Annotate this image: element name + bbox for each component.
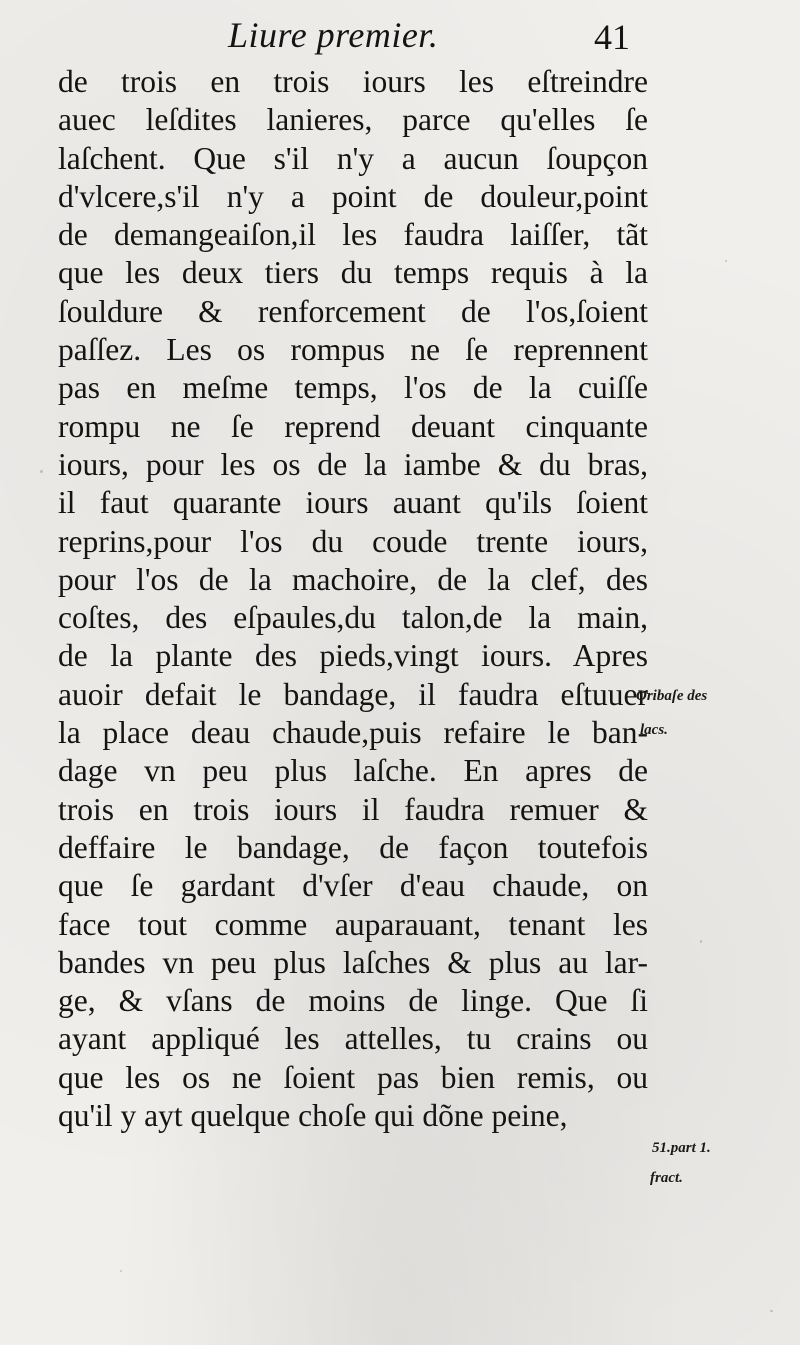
text-line: iours, pour les os de la iambe & du bras, [58, 446, 648, 482]
text-line: que les deux tiers du temps requis à la [58, 255, 648, 291]
body-text [58, 63, 648, 1135]
paper-speck [40, 470, 43, 473]
text-line: deffaire le bandage, de façon toutefois [58, 829, 648, 865]
text-line: la place deau chaude,puis refaire le ban- [58, 715, 648, 751]
text-line: que les os ne ſoient pas bien remis, ou [58, 1059, 648, 1095]
text-line: il faut quarante iours auant qu'ils ſoient [58, 485, 648, 521]
margin-note: lacs. [640, 722, 668, 738]
paper-speck [700, 940, 702, 943]
text-line: auoir defait le bandage, il faudra eſtuuer [58, 676, 648, 712]
text-line: dage vn peu plus laſche. En apres de [58, 753, 648, 789]
text-line: coſtes, des eſpaules,du talon,de la main, [58, 600, 648, 636]
text-line: d'vlcere,s'il n'y a point de douleur,point [58, 178, 648, 214]
text-line: rompu ne ſe reprend deuant cinquante [58, 408, 648, 444]
text-line: face tout comme auparauant, tenant les [58, 906, 648, 942]
paper-speck [770, 1310, 773, 1312]
text-line: auec leſdites lanieres, parce qu'elles ſe [58, 102, 648, 138]
margin-note: fract. [650, 1170, 683, 1186]
text-line: reprins,pour l'os du coude trente iours, [58, 523, 648, 559]
text-line: trois en trois iours il faudra remuer & [58, 791, 648, 827]
text-line: laſchent. Que s'il n'y a aucun ſoupçon [58, 140, 648, 176]
margin-note: Oribaſe des [636, 688, 708, 704]
page-number: 41 [594, 17, 630, 57]
margin-note: 51.part 1. [652, 1140, 711, 1156]
text-line: pas en meſme temps, l'os de la cuiſſe [58, 370, 648, 406]
text-line: paſſez. Les os rompus ne ſe reprennent [58, 332, 648, 368]
text-line: de trois en trois iours les eſtreindre [58, 64, 648, 99]
text-line: bandes vn peu plus laſches & plus au lar- [58, 944, 648, 980]
text-line: ge, & vſans de moins de linge. Que ſi [58, 983, 648, 1019]
text-line: de demangeaiſon,il les faudra laiſſer, tãt [58, 217, 648, 253]
text-line: ſouldure & renforcement de l'os,ſoient [58, 293, 648, 329]
text-line: de la plante des pieds,vingt iours. Apres [58, 638, 648, 674]
text-line: pour l'os de la machoire, de la clef, des [58, 561, 648, 597]
text-line: que ſe gardant d'vſer d'eau chaude, on [58, 868, 648, 904]
page-header [0, 14, 800, 64]
running-title: Liure premier. [228, 15, 439, 55]
text-line: ayant appliqué les attelles, tu crains ou [58, 1021, 648, 1057]
paper-speck [725, 260, 727, 262]
text-line: qu'il y ayt quelque choſe qui dõne peine, [58, 1098, 568, 1134]
paper-speck [120, 1270, 122, 1272]
